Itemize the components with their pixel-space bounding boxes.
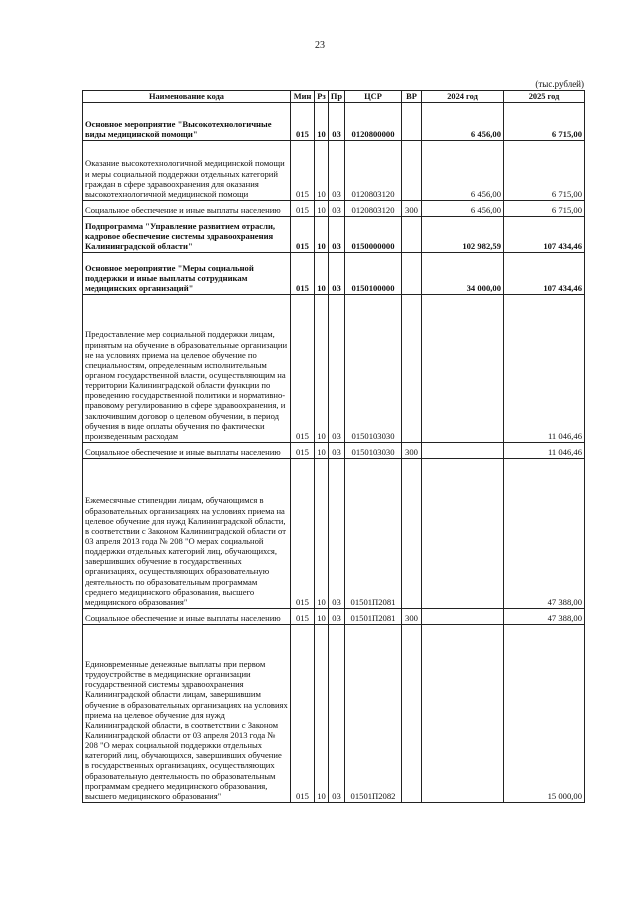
row-vr-cell xyxy=(402,625,422,803)
row-pr-cell: 03 xyxy=(329,217,345,253)
row-name-cell: Единовременные денежные выплаты при первом трудоустройстве в медицинские организации государственной системы здравоохранения Калининградской области лицам, завершившим обучение в образовательных организациях на условиях приема на целевое обучение для нужд Калининградской области, в соответствии с Законом Калининградской области от 03 апреля 2013 года № 208 "О мерах социальной поддержки отдельных категорий лиц, обучающихся, завершивших обучение в государственных организациях, осуществляющих образовательную деятельность по образовательным программам среднего медицинского образования, высшего медицинского образования" xyxy=(83,625,291,803)
row-2025-cell: 15 000,00 xyxy=(504,625,585,803)
row-rz-cell: 10 xyxy=(315,443,329,459)
row-name-cell: Оказание высокотехнологичной медицинской помощи и меры социальной поддержки отдельных категорий граждан в сфере здравоохранения для оказания высокотехнологичной медицинской помощи xyxy=(83,141,291,201)
header-csr: ЦСР xyxy=(345,91,402,103)
row-pr-cell: 03 xyxy=(329,443,345,459)
row-min-cell: 015 xyxy=(291,443,315,459)
row-min-cell: 015 xyxy=(291,609,315,625)
row-csr-cell: 0120803120 xyxy=(345,141,402,201)
row-2024-cell xyxy=(422,295,504,443)
row-vr-cell: 300 xyxy=(402,201,422,217)
row-min-cell: 015 xyxy=(291,459,315,609)
row-name-cell: Основное мероприятие "Меры социальной поддержки и иные выплаты сотрудникам медицинских организаций" xyxy=(83,253,291,295)
row-csr-cell: 0120800000 xyxy=(345,103,402,141)
header-pr: Пр xyxy=(329,91,345,103)
row-2024-cell: 6 456,00 xyxy=(422,103,504,141)
header-rz: Рз xyxy=(315,91,329,103)
row-csr-cell: 0150103030 xyxy=(345,295,402,443)
row-2025-cell: 6 715,00 xyxy=(504,201,585,217)
row-name-cell: Социальное обеспечение и иные выплаты населению xyxy=(83,609,291,625)
row-min-cell: 015 xyxy=(291,217,315,253)
row-2024-cell xyxy=(422,625,504,803)
table-row xyxy=(83,253,585,295)
row-csr-cell: 0150103030 xyxy=(345,443,402,459)
row-2024-cell: 34 000,00 xyxy=(422,253,504,295)
row-vr-cell xyxy=(402,253,422,295)
row-min-cell: 015 xyxy=(291,201,315,217)
row-csr-cell: 0120803120 xyxy=(345,201,402,217)
table-row xyxy=(83,459,585,609)
row-csr-cell: 01501П2081 xyxy=(345,609,402,625)
row-csr-cell: 01501П2082 xyxy=(345,625,402,803)
row-2025-cell: 6 715,00 xyxy=(504,103,585,141)
row-vr-cell xyxy=(402,459,422,609)
table-row xyxy=(83,141,585,201)
row-pr-cell: 03 xyxy=(329,201,345,217)
row-pr-cell: 03 xyxy=(329,253,345,295)
row-pr-cell: 03 xyxy=(329,103,345,141)
row-2024-cell: 6 456,00 xyxy=(422,141,504,201)
table-row xyxy=(83,103,585,141)
table-row xyxy=(83,609,585,625)
row-2025-cell: 6 715,00 xyxy=(504,141,585,201)
row-min-cell: 015 xyxy=(291,141,315,201)
row-min-cell: 015 xyxy=(291,103,315,141)
row-rz-cell: 10 xyxy=(315,625,329,803)
row-2024-cell xyxy=(422,609,504,625)
row-name-cell: Социальное обеспечение и иные выплаты населению xyxy=(83,443,291,459)
table-row xyxy=(83,217,585,253)
table-header-row xyxy=(83,91,585,103)
row-vr-cell xyxy=(402,295,422,443)
table-row xyxy=(83,201,585,217)
row-vr-cell: 300 xyxy=(402,443,422,459)
row-rz-cell: 10 xyxy=(315,295,329,443)
row-name-cell: Ежемесячные стипендии лицам, обучающимся в образовательных организациях на условиях приема на целевое обучение для нужд Калининградской области, в соответствии с Законом Калининградской области от 03 апреля 2013 года № 208 "О мерах социальной поддержки отдельных категорий лиц, обучающихся, завершивших обучение в государственных организациях, осуществляющих образовательную деятельность по образовательным программам среднего медицинского образования, высшего медицинского образования" xyxy=(83,459,291,609)
row-rz-cell: 10 xyxy=(315,141,329,201)
row-rz-cell: 10 xyxy=(315,253,329,295)
row-min-cell: 015 xyxy=(291,253,315,295)
row-min-cell: 015 xyxy=(291,295,315,443)
row-csr-cell: 0150100000 xyxy=(345,253,402,295)
header-min: Мин xyxy=(291,91,315,103)
row-2025-cell: 11 046,46 xyxy=(504,443,585,459)
row-csr-cell: 01501П2081 xyxy=(345,459,402,609)
row-vr-cell: 300 xyxy=(402,609,422,625)
row-2025-cell: 107 434,46 xyxy=(504,253,585,295)
row-2024-cell xyxy=(422,443,504,459)
row-2024-cell: 6 456,00 xyxy=(422,201,504,217)
table-row xyxy=(83,625,585,803)
row-rz-cell: 10 xyxy=(315,201,329,217)
row-2025-cell: 107 434,46 xyxy=(504,217,585,253)
row-min-cell: 015 xyxy=(291,625,315,803)
row-2024-cell xyxy=(422,459,504,609)
row-2024-cell: 102 982,59 xyxy=(422,217,504,253)
row-pr-cell: 03 xyxy=(329,141,345,201)
row-name-cell: Подпрограмма "Управление развитием отрасли, кадровое обеспечение системы здравоохранения Калининградской области" xyxy=(83,217,291,253)
header-vr: ВР xyxy=(402,91,422,103)
row-2025-cell: 47 388,00 xyxy=(504,459,585,609)
row-pr-cell: 03 xyxy=(329,459,345,609)
budget-table xyxy=(82,90,585,803)
row-vr-cell xyxy=(402,103,422,141)
header-2024: 2024 год xyxy=(422,91,504,103)
row-name-cell: Предоставление мер социальной поддержки лицам, принятым на обучение в образовательные организации не на условиях приема на целевое обучение по специальностям, определенным исполнительным органом государственной власти, осуществляющим на территории Калининградской области функции по проведению государственной политики и нормативно-правовому регулированию в сфере здравоохранения, и заключившим договор о целевом обучении, в период обучения в виде оплаты обучения по фактически произведенным расходам xyxy=(83,295,291,443)
row-pr-cell: 03 xyxy=(329,625,345,803)
row-csr-cell: 0150000000 xyxy=(345,217,402,253)
unit-label: (тыс.рублей) xyxy=(535,79,584,89)
header-2025: 2025 год xyxy=(504,91,585,103)
table-row xyxy=(83,295,585,443)
row-rz-cell: 10 xyxy=(315,459,329,609)
row-vr-cell xyxy=(402,217,422,253)
row-name-cell: Основное мероприятие "Высокотехнологичные виды медицинской помощи" xyxy=(83,103,291,141)
page-number: 23 xyxy=(315,40,325,51)
row-vr-cell xyxy=(402,141,422,201)
row-2025-cell: 47 388,00 xyxy=(504,609,585,625)
table-row xyxy=(83,443,585,459)
row-rz-cell: 10 xyxy=(315,217,329,253)
row-pr-cell: 03 xyxy=(329,609,345,625)
row-name-cell: Социальное обеспечение и иные выплаты населению xyxy=(83,201,291,217)
row-rz-cell: 10 xyxy=(315,103,329,141)
row-rz-cell: 10 xyxy=(315,609,329,625)
row-2025-cell: 11 046,46 xyxy=(504,295,585,443)
header-name: Наименование кода xyxy=(83,91,291,103)
row-pr-cell: 03 xyxy=(329,295,345,443)
